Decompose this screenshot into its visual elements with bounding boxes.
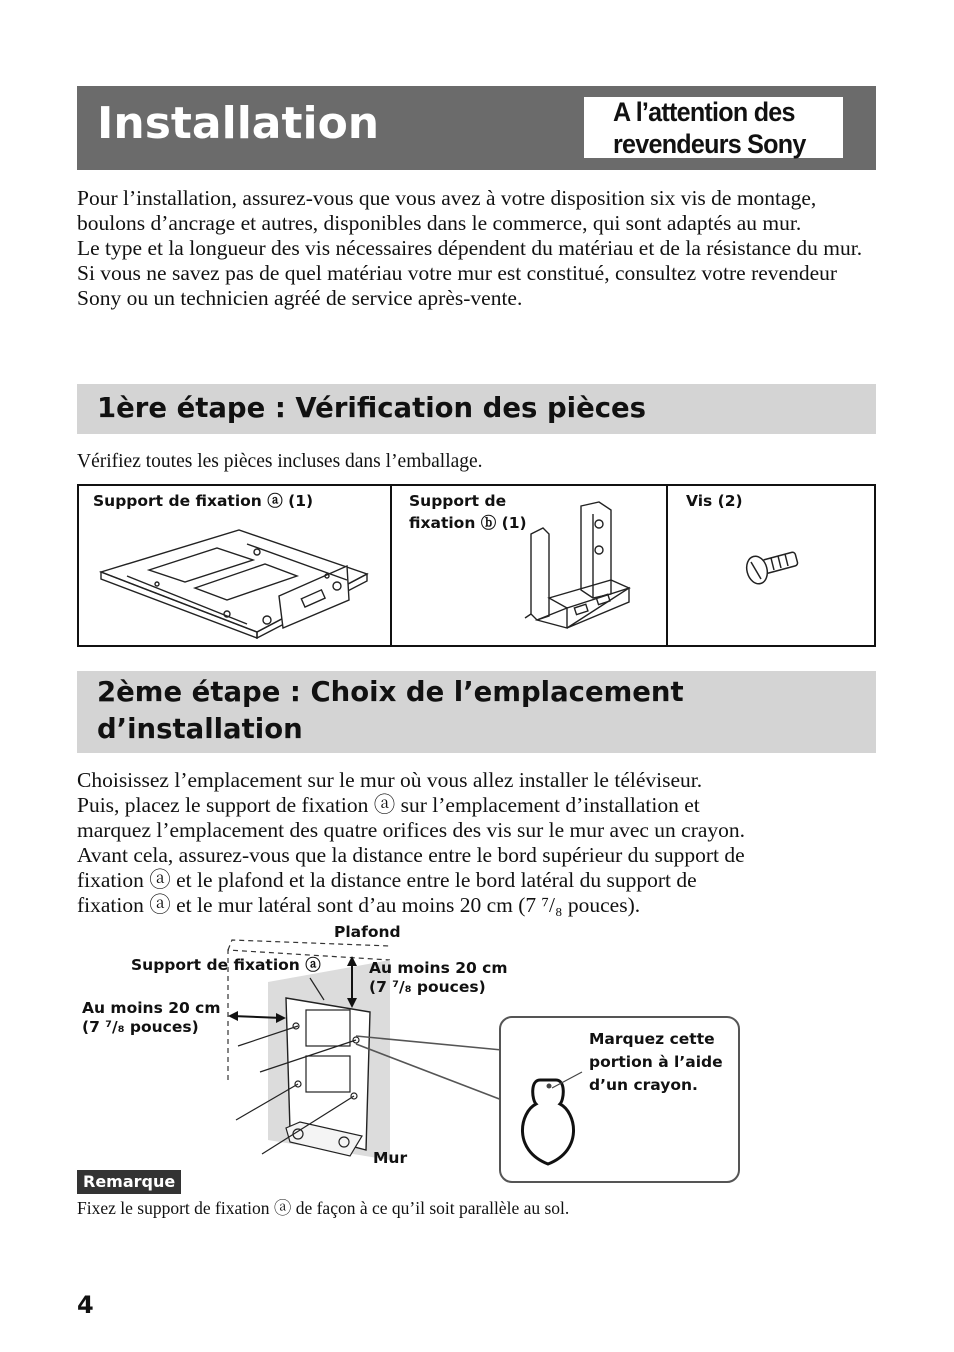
step2-line: fixation ⓐ et le plafond et la distance entre le bord latéral du support de: [77, 868, 697, 892]
screw-illustration: [741, 544, 801, 588]
step1-header: [77, 384, 876, 434]
table-divider: [666, 486, 668, 645]
step2-line: marquez l’emplacement des quatre orifices des vis sur le mur avec un crayon.: [77, 818, 746, 842]
intro-text: [77, 186, 877, 311]
page-title: Installation: [97, 98, 380, 149]
label-top-distance-line2: (7 ⁷/₈ pouces): [369, 978, 486, 996]
table-divider: [390, 486, 392, 645]
label-side-distance-line1: Au moins 20 cm: [82, 999, 221, 1017]
callout-line1: Marquez cette: [589, 1030, 715, 1048]
bracket-b-illustration: [519, 498, 639, 638]
callout-text: [589, 1028, 723, 1097]
intro-paragraph-1: Pour l’installation, assurez-vous que vous avez à votre disposition six vis de montage, boulons d’ancrage et autres, disponibles dans le commerce, qui sont adaptés au mur.: [77, 186, 817, 235]
note-badge: Remarque: [77, 1170, 181, 1194]
step2-header: [77, 671, 876, 753]
step2-line: fixation ⓐ et le mur latéral sont d’au moins 20 cm (7 ⁷/₈ pouces).: [77, 893, 641, 917]
label-bracket: Support de fixation ⓐ: [131, 956, 321, 974]
step1-instruction: Vérifiez toutes les pièces incluses dans l’emballage.: [77, 451, 483, 472]
step2-text: [77, 768, 877, 918]
label-side-distance: [82, 999, 221, 1037]
intro-paragraph-2: Le type et la longueur des vis nécessaires dépendent du matériau et de la résistance du mur. Si vous ne savez pas de quel matériau votre mur est constitué, consultez votre revendeur Sony ou un technicien agréé de service après-vente.: [77, 236, 863, 310]
step2-title-line2: d’installation: [97, 713, 303, 745]
part-label-bracket-b: [409, 490, 527, 534]
page-number: 4: [77, 1291, 94, 1319]
label-top-distance-line1: Au moins 20 cm: [369, 959, 508, 977]
label-wall: Mur: [373, 1149, 408, 1167]
dealer-notice: [613, 96, 825, 160]
parts-table: [77, 484, 876, 647]
label-ceiling: Plafond: [334, 923, 401, 941]
step2-line: Puis, placez le support de fixation ⓐ sur l’emplacement d’installation et: [77, 793, 700, 817]
step2-line: Avant cela, assurez-vous que la distance entre le bord supérieur du support de: [77, 843, 745, 867]
part-label-bracket-a: Support de fixation ⓐ (1): [93, 492, 314, 510]
step1-title: 1ère étape : Vérification des pièces: [97, 392, 647, 424]
bracket-a-illustration: [97, 524, 377, 639]
part-label-bracket-b-line2: fixation ⓑ (1): [409, 514, 527, 532]
dealer-notice-line1: A l’attention des: [613, 97, 795, 127]
note-text: Fixez le support de fixation ⓐ de façon à ce qu’il soit parallèle au sol.: [77, 1198, 570, 1218]
label-side-distance-line2: (7 ⁷/₈ pouces): [82, 1018, 199, 1036]
dealer-notice-line2: revendeurs Sony: [613, 129, 806, 159]
part-label-bracket-b-line1: Support de: [409, 492, 507, 510]
callout-line2: portion à l’aide: [589, 1053, 723, 1071]
step2-line: Choisissez l’emplacement sur le mur où vous allez installer le téléviseur.: [77, 768, 703, 792]
part-label-screws: Vis (2): [686, 492, 743, 510]
step2-title-line1: 2ème étape : Choix de l’emplacement: [97, 676, 684, 708]
label-top-distance: [369, 959, 508, 997]
callout-line3: d’un crayon.: [589, 1076, 698, 1094]
